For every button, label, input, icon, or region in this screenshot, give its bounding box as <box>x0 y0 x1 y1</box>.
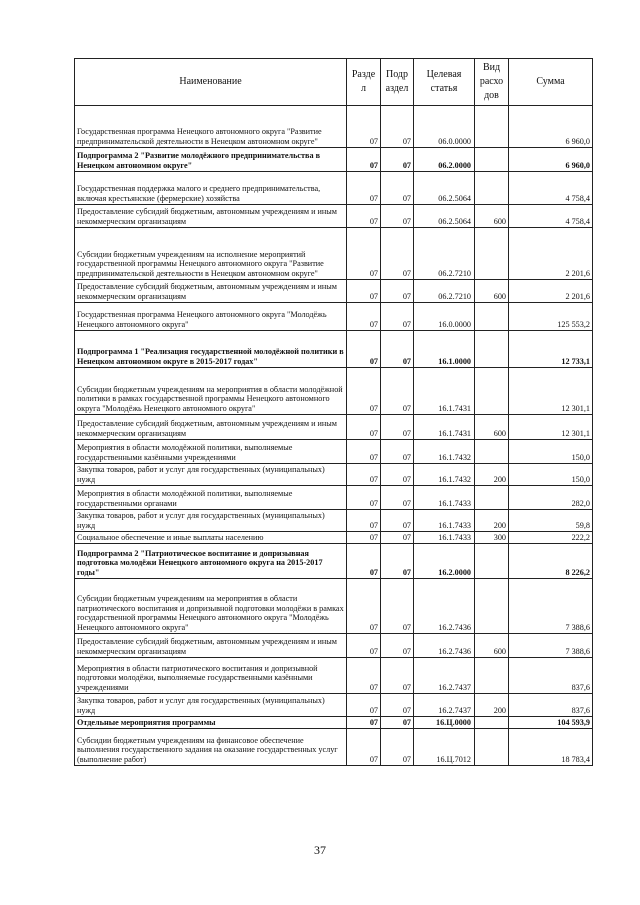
header-vid: Вид расхо дов <box>475 59 509 106</box>
cell-statya: 16.2.7437 <box>414 694 475 717</box>
cell-podrazdel: 07 <box>381 717 414 729</box>
cell-podrazdel: 07 <box>381 464 414 486</box>
cell-summa: 6 960,0 <box>509 148 593 172</box>
cell-statya: 16.1.7432 <box>414 464 475 486</box>
cell-razdel: 07 <box>347 486 381 510</box>
cell-name: Предоставление субсидий бюджетным, автономным учреждениям и иным некоммерческим организациям <box>75 415 347 440</box>
cell-podrazdel: 07 <box>381 579 414 634</box>
cell-statya: 06.0.0000 <box>414 106 475 148</box>
page-number: 37 <box>314 843 326 857</box>
cell-podrazdel: 07 <box>381 148 414 172</box>
table-row <box>75 440 593 464</box>
table-row <box>75 486 593 510</box>
cell-name: Закупка товаров, работ и услуг для государственных (муниципальных) нужд <box>75 464 347 486</box>
cell-name: Отдельные мероприятия программы <box>75 717 347 729</box>
table-row <box>75 694 593 717</box>
cell-name: Социальное обеспечение и иные выплаты населению <box>75 532 347 544</box>
cell-vid <box>475 228 509 280</box>
cell-podrazdel: 07 <box>381 729 414 766</box>
cell-vid: 300 <box>475 532 509 544</box>
cell-summa: 125 553,2 <box>509 303 593 331</box>
cell-statya: 16.2.0000 <box>414 544 475 579</box>
table-row <box>75 172 593 205</box>
cell-podrazdel: 07 <box>381 658 414 694</box>
table-row <box>75 510 593 532</box>
cell-name: Государственная поддержка малого и среднего предпринимательства, включая крестьянские (фермерские) хозяйства <box>75 172 347 205</box>
header-statya: Целевая статья <box>414 59 475 106</box>
cell-razdel: 07 <box>347 464 381 486</box>
cell-summa: 8 226,2 <box>509 544 593 579</box>
cell-summa: 6 960,0 <box>509 106 593 148</box>
cell-razdel: 07 <box>347 205 381 228</box>
table-row <box>75 368 593 415</box>
cell-vid <box>475 172 509 205</box>
cell-summa: 282,0 <box>509 486 593 510</box>
cell-vid: 600 <box>475 634 509 658</box>
cell-name: Субсидии бюджетным учреждениям на финансовое обеспечение выполнения государственного задания на оказание государственных услуг (выполнение работ) <box>75 729 347 766</box>
cell-name: Мероприятия в области молодёжной политики, выполняемые государственными казёнными учреждениями <box>75 440 347 464</box>
cell-razdel: 07 <box>347 368 381 415</box>
cell-summa: 12 301,1 <box>509 415 593 440</box>
cell-razdel: 07 <box>347 303 381 331</box>
cell-name: Предоставление субсидий бюджетным, автономным учреждениям и иным некоммерческим организациям <box>75 634 347 658</box>
cell-statya: 16.0.0000 <box>414 303 475 331</box>
cell-razdel: 07 <box>347 440 381 464</box>
cell-vid <box>475 368 509 415</box>
header-name: Наименование <box>75 59 347 106</box>
cell-vid <box>475 486 509 510</box>
table-row <box>75 729 593 766</box>
budget-table <box>74 58 593 766</box>
cell-statya: 16.Ц.7012 <box>414 729 475 766</box>
cell-vid: 600 <box>475 205 509 228</box>
cell-podrazdel: 07 <box>381 280 414 303</box>
cell-summa: 837,6 <box>509 658 593 694</box>
cell-razdel: 07 <box>347 172 381 205</box>
cell-name: Подпрограмма 2 "Развитие молодёжного предпринимательства в Ненецком автономном округе" <box>75 148 347 172</box>
header-podrazdel: Подр аздел <box>381 59 414 106</box>
cell-razdel: 07 <box>347 717 381 729</box>
cell-razdel: 07 <box>347 415 381 440</box>
cell-summa: 59,8 <box>509 510 593 532</box>
table-row <box>75 331 593 368</box>
cell-summa: 12 301,1 <box>509 368 593 415</box>
cell-razdel: 07 <box>347 532 381 544</box>
cell-summa: 18 783,4 <box>509 729 593 766</box>
table-row <box>75 464 593 486</box>
cell-podrazdel: 07 <box>381 415 414 440</box>
cell-vid <box>475 331 509 368</box>
cell-statya: 06.2.5064 <box>414 172 475 205</box>
table-row <box>75 658 593 694</box>
cell-vid <box>475 579 509 634</box>
cell-summa: 837,6 <box>509 694 593 717</box>
cell-statya: 16.2.7436 <box>414 634 475 658</box>
cell-summa: 12 733,1 <box>509 331 593 368</box>
cell-razdel: 07 <box>347 729 381 766</box>
cell-podrazdel: 07 <box>381 228 414 280</box>
cell-summa: 7 388,6 <box>509 579 593 634</box>
cell-summa: 150,0 <box>509 440 593 464</box>
cell-summa: 2 201,6 <box>509 280 593 303</box>
cell-vid: 200 <box>475 510 509 532</box>
cell-podrazdel: 07 <box>381 532 414 544</box>
cell-vid <box>475 106 509 148</box>
cell-name: Субсидии бюджетным учреждениям на мероприятия в области патриотического воспитания и допризывной подготовки молодёжи в рамках государственной программы Ненецкого автономного округа "Молодёжь Ненецкого автономного округа" <box>75 579 347 634</box>
cell-podrazdel: 07 <box>381 694 414 717</box>
cell-vid: 600 <box>475 280 509 303</box>
table-row <box>75 106 593 148</box>
cell-razdel: 07 <box>347 510 381 532</box>
table-row <box>75 634 593 658</box>
cell-vid: 600 <box>475 415 509 440</box>
cell-vid <box>475 658 509 694</box>
cell-podrazdel: 07 <box>381 368 414 415</box>
cell-podrazdel: 07 <box>381 331 414 368</box>
cell-name: Субсидии бюджетным учреждениям на исполнение мероприятий государственной программы Ненецкого автономного округа "Развитие предпринимательской деятельности в Ненецком автономном округе" <box>75 228 347 280</box>
cell-statya: 16.2.7437 <box>414 658 475 694</box>
cell-razdel: 07 <box>347 579 381 634</box>
cell-vid: 200 <box>475 464 509 486</box>
cell-name: Мероприятия в области патриотического воспитания и допризывной подготовки молодёжи, выполняемые государственными казёнными учреждениями <box>75 658 347 694</box>
cell-name: Предоставление субсидий бюджетным, автономным учреждениям и иным некоммерческим организациям <box>75 280 347 303</box>
cell-razdel: 07 <box>347 106 381 148</box>
cell-statya: 16.1.0000 <box>414 331 475 368</box>
cell-name: Субсидии бюджетным учреждениям на мероприятия в области молодёжной политики в рамках государственной программы Ненецкого автономного округа "Молодёжь Ненецкого автономного округа" <box>75 368 347 415</box>
cell-name: Подпрограмма 2 "Патриотическое воспитание и допризывная подготовка молодёжи Ненецкого автономного округа на 2015-2017 годы" <box>75 544 347 579</box>
cell-statya: 06.2.0000 <box>414 148 475 172</box>
cell-summa: 150,0 <box>509 464 593 486</box>
table-row <box>75 544 593 579</box>
cell-name: Мероприятия в области молодёжной политики, выполняемые государственными органами <box>75 486 347 510</box>
cell-podrazdel: 07 <box>381 172 414 205</box>
cell-podrazdel: 07 <box>381 106 414 148</box>
cell-razdel: 07 <box>347 544 381 579</box>
cell-podrazdel: 07 <box>381 205 414 228</box>
cell-statya: 16.1.7433 <box>414 510 475 532</box>
cell-podrazdel: 07 <box>381 634 414 658</box>
table-row <box>75 415 593 440</box>
cell-razdel: 07 <box>347 280 381 303</box>
cell-vid <box>475 148 509 172</box>
table-row <box>75 303 593 331</box>
cell-vid <box>475 440 509 464</box>
cell-statya: 16.1.7431 <box>414 368 475 415</box>
table-body <box>75 106 593 766</box>
cell-statya: 16.1.7433 <box>414 486 475 510</box>
table-row <box>75 205 593 228</box>
header-summa: Сумма <box>509 59 593 106</box>
table-row <box>75 717 593 729</box>
cell-vid <box>475 544 509 579</box>
cell-vid <box>475 729 509 766</box>
table-row <box>75 148 593 172</box>
header-razdel: Разде л <box>347 59 381 106</box>
cell-statya: 16.1.7431 <box>414 415 475 440</box>
table-row <box>75 280 593 303</box>
table-row <box>75 228 593 280</box>
cell-name: Предоставление субсидий бюджетным, автономным учреждениям и иным некоммерческим организациям <box>75 205 347 228</box>
cell-name: Закупка товаров, работ и услуг для государственных (муниципальных) нужд <box>75 510 347 532</box>
cell-podrazdel: 07 <box>381 486 414 510</box>
cell-summa: 104 593,9 <box>509 717 593 729</box>
cell-vid <box>475 717 509 729</box>
cell-vid: 200 <box>475 694 509 717</box>
cell-summa: 222,2 <box>509 532 593 544</box>
cell-razdel: 07 <box>347 228 381 280</box>
cell-razdel: 07 <box>347 658 381 694</box>
cell-statya: 16.2.7436 <box>414 579 475 634</box>
table-row <box>75 532 593 544</box>
cell-statya: 16.Ц.0000 <box>414 717 475 729</box>
cell-razdel: 07 <box>347 148 381 172</box>
cell-razdel: 07 <box>347 331 381 368</box>
cell-podrazdel: 07 <box>381 544 414 579</box>
cell-name: Государственная программа Ненецкого автономного округа "Молодёжь Ненецкого автономного округа" <box>75 303 347 331</box>
cell-razdel: 07 <box>347 694 381 717</box>
cell-statya: 06.2.7210 <box>414 228 475 280</box>
cell-name: Закупка товаров, работ и услуг для государственных (муниципальных) нужд <box>75 694 347 717</box>
cell-summa: 2 201,6 <box>509 228 593 280</box>
cell-razdel: 07 <box>347 634 381 658</box>
cell-statya: 16.1.7433 <box>414 532 475 544</box>
cell-statya: 06.2.5064 <box>414 205 475 228</box>
cell-podrazdel: 07 <box>381 510 414 532</box>
cell-statya: 16.1.7432 <box>414 440 475 464</box>
cell-vid <box>475 303 509 331</box>
cell-summa: 4 758,4 <box>509 172 593 205</box>
cell-name: Государственная программа Ненецкого автономного округа "Развитие предпринимательской деятельности в Ненецком автономном округе" <box>75 106 347 148</box>
cell-statya: 06.2.7210 <box>414 280 475 303</box>
cell-podrazdel: 07 <box>381 303 414 331</box>
table-header-row <box>75 59 593 106</box>
cell-name: Подпрограмма 1 "Реализация государственной молодёжной политики в Ненецком автономном округе в 2015-2017 годах" <box>75 331 347 368</box>
cell-podrazdel: 07 <box>381 440 414 464</box>
table-row <box>75 579 593 634</box>
cell-summa: 4 758,4 <box>509 205 593 228</box>
cell-summa: 7 388,6 <box>509 634 593 658</box>
